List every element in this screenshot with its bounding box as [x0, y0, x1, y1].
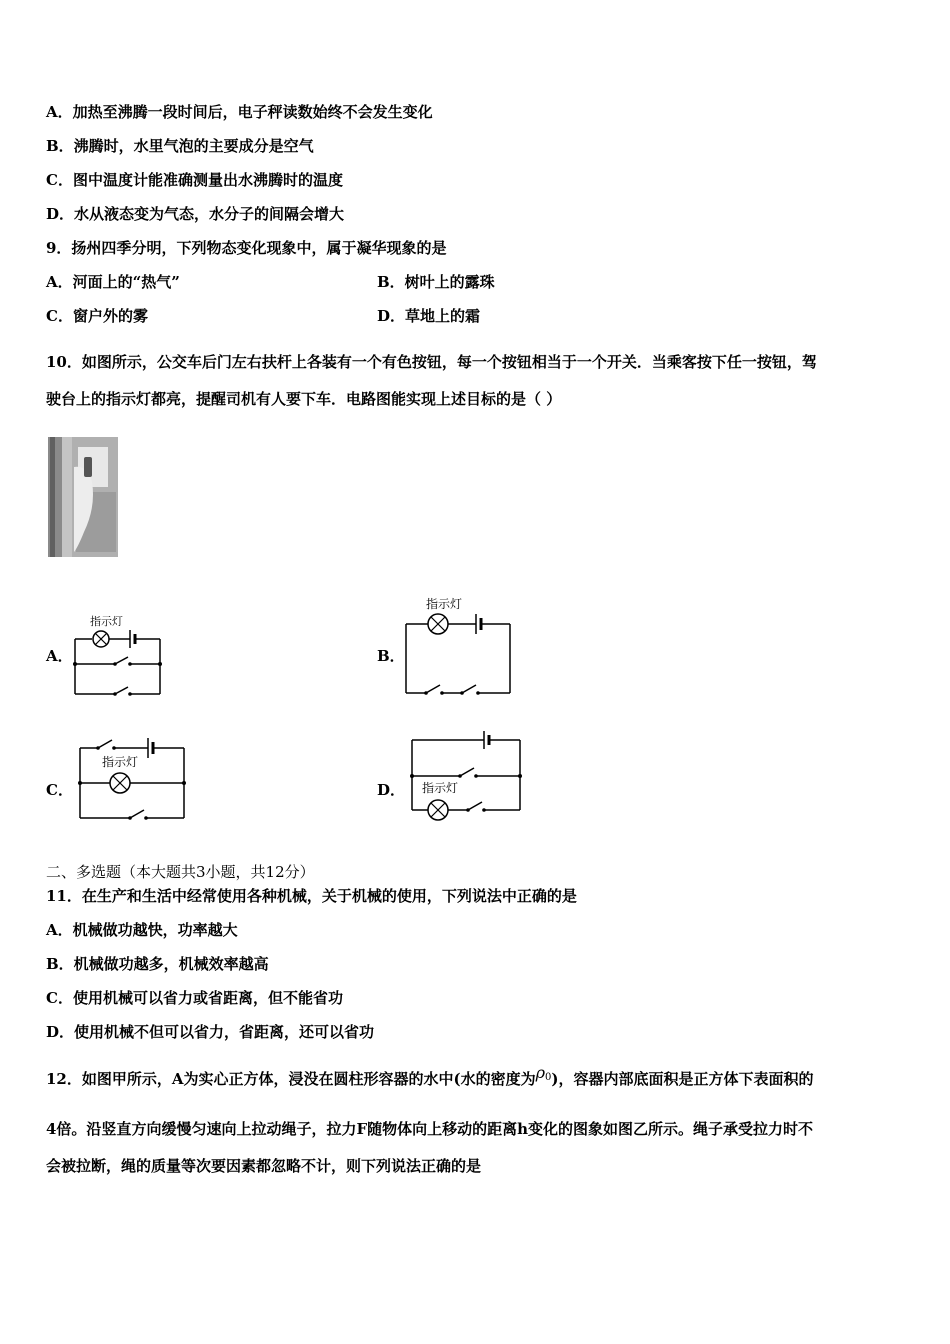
q9-option-c: C．窗户外的雾 — [46, 307, 148, 325]
q12-stem-line1 — [46, 1063, 908, 1092]
circuit-diagram-b — [400, 594, 520, 700]
q12-stem-line2: 4倍。沿竖直方向缓慢匀速向上拉动绳子，拉力F随物体向上移动的距离h变化的图象如图乙所示。绳子承受拉力时不 — [46, 1120, 813, 1138]
lamp-label: 指示灯 — [90, 615, 123, 628]
q8-option-b: B．沸腾时，水里气泡的主要成分是空气 — [46, 137, 314, 155]
switch-icon — [462, 685, 476, 693]
q10-option-c-label: C． — [46, 781, 73, 799]
q11-option-a: A．机械做功越快，功率越大 — [46, 921, 238, 939]
circuit-diagram-d — [404, 728, 529, 824]
q10-option-d-label: D． — [377, 781, 406, 799]
bus-handrail-photo — [48, 437, 118, 557]
rho-subscript: 0 — [545, 1072, 552, 1083]
section-title: 二、多选题（本大题共3小题，共12分） — [46, 863, 315, 881]
q12-text-b: )，容器内部底面积是正方体下表面积的 — [551, 1070, 814, 1088]
q11-option-c: C．使用机械可以省力或省距离，但不能省功 — [46, 989, 343, 1007]
q11-option-d: D．使用机械不但可以省力，省距离，还可以省功 — [46, 1023, 375, 1041]
lamp-label: 指示灯 — [102, 755, 139, 769]
q10-option-a-label: A． — [46, 647, 73, 665]
q8-option-c: C．图中温度计能准确测量出水沸腾时的温度 — [46, 171, 343, 189]
q10-stem-line2: 驶台上的指示灯都亮，提醒司机有人要下车．电路图能实现上述目标的是（ ） — [46, 390, 562, 408]
q9-option-d: D．草地上的霜 — [377, 307, 481, 325]
switch-icon — [426, 685, 440, 693]
q11-option-b: B．机械做功越多，机械效率越高 — [46, 955, 269, 973]
q12-text-a: 12．如图甲所示，A为实心正方体，浸没在圆柱形容器的水中(水的密度为 — [46, 1070, 536, 1088]
q8-option-d: D．水从液态变为气态，水分子的间隔会增大 — [46, 205, 345, 223]
circuit-diagram-c — [72, 734, 192, 824]
q9-option-a: A．河面上的“热气” — [46, 273, 180, 291]
q12-stem-line3: 会被拉断，绳的质量等次要因素都忽略不计，则下列说法正确的是 — [46, 1157, 482, 1175]
q10-option-b-label: B． — [377, 647, 405, 665]
switch-icon — [460, 768, 474, 776]
q11-stem: 11．在生产和生活中经常使用各种机械，关于机械的使用，下列说法中正确的是 — [46, 887, 577, 905]
circuit-diagram-a — [70, 612, 170, 702]
q9-option-b: B．树叶上的露珠 — [377, 273, 495, 291]
q8-option-a: A．加热至沸腾一段时间后，电子秤读数始终不会发生变化 — [46, 103, 433, 121]
lamp-label: 指示灯 — [422, 781, 459, 795]
switch-icon — [130, 810, 144, 818]
switch-icon — [98, 740, 112, 748]
q9-stem: 9．扬州四季分明，下列物态变化现象中，属于凝华现象的是 — [46, 239, 447, 257]
lamp-label: 指示灯 — [426, 597, 463, 611]
rho-symbol: ρ — [535, 1063, 546, 1082]
q10-stem-line1: 10．如图所示，公交车后门左右扶杆上各装有一个有色按钮，每一个按钮相当于一个开关．当乘客按下任一按钮，驾 — [46, 353, 817, 371]
switch-icon — [115, 657, 128, 664]
switch-icon — [115, 687, 128, 694]
switch-icon — [468, 802, 482, 810]
